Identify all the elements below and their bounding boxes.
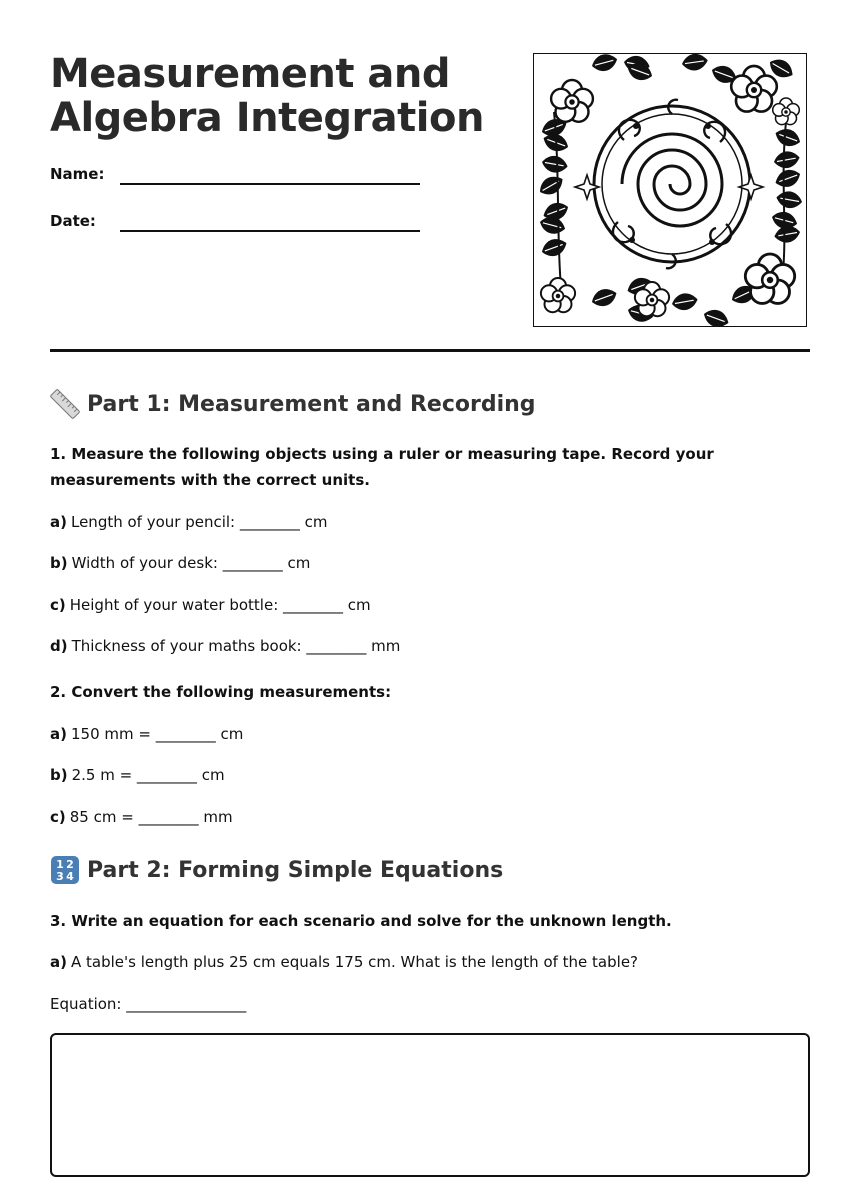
item-text: 150 mm = ________ cm bbox=[70, 725, 244, 743]
working-answer-box[interactable] bbox=[50, 1033, 810, 1177]
part2-heading-text: Part 2: Forming Simple Equations bbox=[87, 857, 504, 883]
question-2-prompt: 2. Convert the following measurements: bbox=[50, 683, 392, 701]
date-field[interactable] bbox=[50, 212, 420, 242]
part1-heading bbox=[50, 389, 536, 419]
svg-text:2: 2 bbox=[66, 858, 74, 871]
item-text: Width of your desk: ________ cm bbox=[71, 554, 311, 572]
q1-item-a bbox=[50, 512, 328, 532]
item-letter: c) bbox=[50, 596, 66, 614]
item-letter: b) bbox=[50, 554, 68, 572]
q1-item-c bbox=[50, 595, 371, 615]
question-1-prompt: 1. Measure the following objects using a ruler or measuring tape. Record your measurements with the correct units. bbox=[50, 445, 714, 489]
q2-item-c bbox=[50, 807, 233, 827]
q1-item-b bbox=[50, 553, 310, 573]
item-text: 85 cm = ________ mm bbox=[69, 808, 233, 826]
title-line-2: Algebra Integration bbox=[50, 95, 484, 141]
part2-heading bbox=[50, 855, 503, 885]
floral-koru-artwork bbox=[532, 52, 808, 328]
item-letter: a) bbox=[50, 953, 67, 971]
header-divider bbox=[50, 349, 810, 352]
q3-item-a bbox=[50, 952, 638, 972]
item-text: A table's length plus 25 cm equals 175 cm. What is the length of the table? bbox=[70, 953, 639, 971]
item-letter: a) bbox=[50, 513, 67, 531]
question-3-prompt: 3. Write an equation for each scenario and solve for the unknown length. bbox=[50, 912, 672, 930]
q1-item-d bbox=[50, 636, 400, 656]
item-letter: c) bbox=[50, 808, 66, 826]
title-line-1: Measurement and bbox=[50, 51, 450, 97]
svg-text:4: 4 bbox=[66, 870, 74, 883]
date-label: Date: bbox=[50, 212, 96, 230]
item-letter: d) bbox=[50, 637, 68, 655]
equation-label: Equation: ________________ bbox=[50, 995, 247, 1013]
worksheet-title bbox=[50, 52, 490, 140]
item-letter: a) bbox=[50, 725, 67, 743]
item-text: Length of your pencil: ________ cm bbox=[70, 513, 328, 531]
q2-item-a bbox=[50, 724, 243, 744]
item-text: Height of your water bottle: ________ cm bbox=[69, 596, 371, 614]
name-label: Name: bbox=[50, 165, 105, 183]
ruler-icon bbox=[50, 389, 80, 419]
part1-heading-text: Part 1: Measurement and Recording bbox=[87, 391, 536, 417]
item-letter: b) bbox=[50, 766, 68, 784]
name-field[interactable] bbox=[50, 165, 420, 195]
name-line[interactable] bbox=[120, 183, 420, 185]
q2-item-b bbox=[50, 765, 225, 785]
svg-text:1: 1 bbox=[56, 858, 64, 871]
date-line[interactable] bbox=[120, 230, 420, 232]
numbers-1234-icon bbox=[50, 855, 80, 885]
item-text: Thickness of your maths book: ________ mm bbox=[71, 637, 401, 655]
svg-text:3: 3 bbox=[56, 870, 64, 883]
item-text: 2.5 m = ________ cm bbox=[71, 766, 225, 784]
